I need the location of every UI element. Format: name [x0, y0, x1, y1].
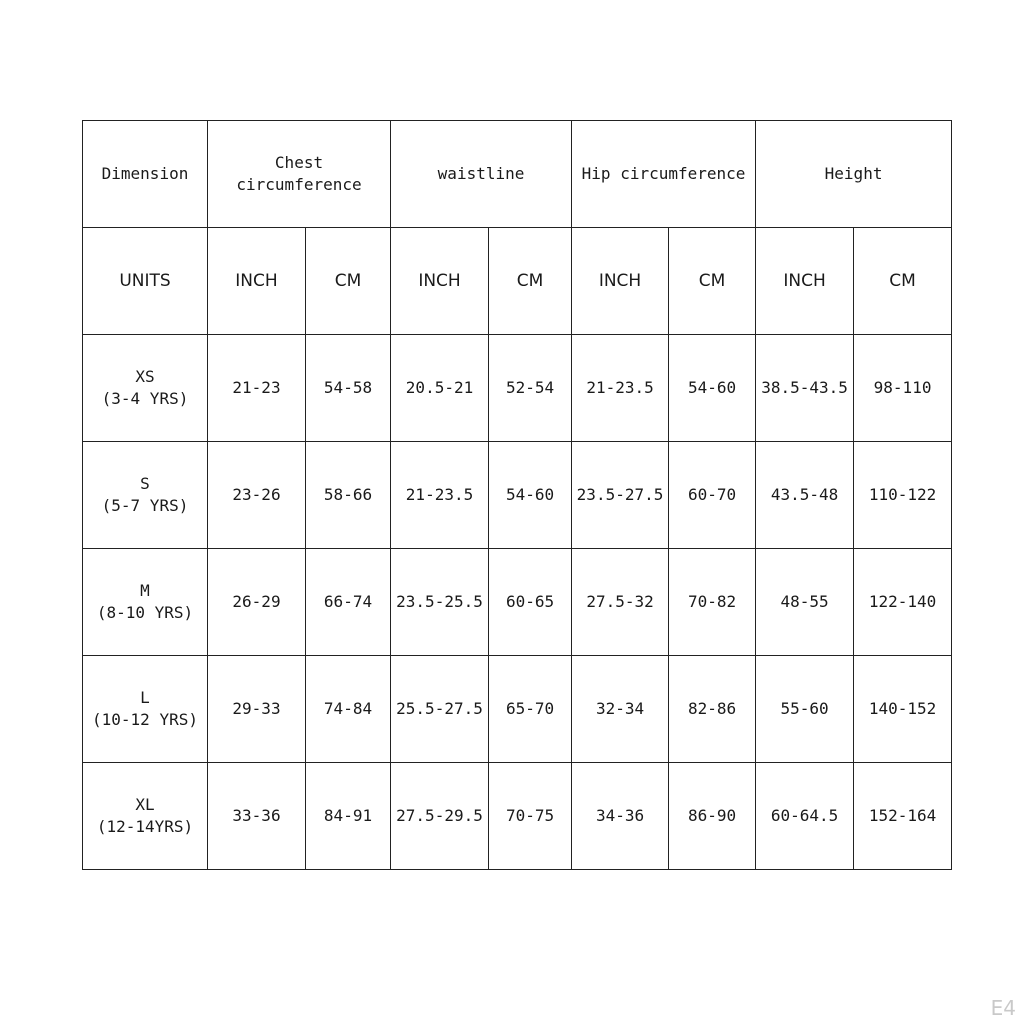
chest-inch-cell: 23-26 [208, 442, 306, 549]
chest-cm-cell: 54-58 [306, 335, 391, 442]
watermark-label: E4 [990, 996, 1016, 1020]
height-inch-cell: 43.5-48 [756, 442, 854, 549]
waist-inch-cell: 27.5-29.5 [391, 763, 489, 870]
size-cell [83, 549, 208, 656]
waist-cm-cell: 70-75 [489, 763, 572, 870]
unit-chest-inch: INCH [208, 228, 306, 335]
header-height: Height [756, 121, 952, 228]
age-label: (5-7 YRS) [101, 496, 189, 515]
waist-inch-cell: 20.5-21 [391, 335, 489, 442]
height-cm-cell: 152-164 [854, 763, 952, 870]
waist-cm-cell: 65-70 [489, 656, 572, 763]
header-hip: Hip circumference [572, 121, 756, 228]
unit-hip-inch: INCH [572, 228, 669, 335]
header-chest-line1: Chest [274, 153, 324, 172]
age-label: (10-12 YRS) [92, 710, 198, 729]
chest-cm-cell: 58-66 [306, 442, 391, 549]
header-dimension: Dimension [83, 121, 208, 228]
unit-chest-cm: CM [306, 228, 391, 335]
header-row [83, 121, 952, 228]
hip-inch-cell: 27.5-32 [572, 549, 669, 656]
units-label: UNITS [83, 228, 208, 335]
hip-cm-cell: 82-86 [669, 656, 756, 763]
height-inch-cell: 38.5-43.5 [756, 335, 854, 442]
size-cell [83, 335, 208, 442]
hip-cm-cell: 86-90 [669, 763, 756, 870]
size-label: XL [135, 795, 155, 814]
size-label: L [140, 688, 150, 707]
hip-cm-cell: 60-70 [669, 442, 756, 549]
table-row [83, 656, 952, 763]
unit-height-inch: INCH [756, 228, 854, 335]
height-cm-cell: 110-122 [854, 442, 952, 549]
size-cell [83, 442, 208, 549]
hip-inch-cell: 21-23.5 [572, 335, 669, 442]
header-chest [208, 121, 391, 228]
chest-inch-cell: 33-36 [208, 763, 306, 870]
age-label: (3-4 YRS) [101, 389, 189, 408]
header-chest-line2: circumference [236, 175, 362, 194]
waist-cm-cell: 54-60 [489, 442, 572, 549]
height-cm-cell: 122-140 [854, 549, 952, 656]
height-inch-cell: 55-60 [756, 656, 854, 763]
size-label: XS [135, 367, 155, 386]
unit-hip-cm: CM [669, 228, 756, 335]
waist-inch-cell: 21-23.5 [391, 442, 489, 549]
size-chart-table [82, 120, 952, 870]
hip-inch-cell: 23.5-27.5 [572, 442, 669, 549]
unit-waist-inch: INCH [391, 228, 489, 335]
size-cell [83, 656, 208, 763]
chest-cm-cell: 84-91 [306, 763, 391, 870]
chest-cm-cell: 66-74 [306, 549, 391, 656]
height-inch-cell: 48-55 [756, 549, 854, 656]
chest-inch-cell: 21-23 [208, 335, 306, 442]
height-inch-cell: 60-64.5 [756, 763, 854, 870]
unit-waist-cm: CM [489, 228, 572, 335]
header-waist: waistline [391, 121, 572, 228]
unit-height-cm: CM [854, 228, 952, 335]
size-label: M [140, 581, 150, 600]
table-row [83, 549, 952, 656]
height-cm-cell: 98-110 [854, 335, 952, 442]
size-label: S [140, 474, 150, 493]
height-cm-cell: 140-152 [854, 656, 952, 763]
chest-inch-cell: 29-33 [208, 656, 306, 763]
hip-cm-cell: 70-82 [669, 549, 756, 656]
waist-inch-cell: 23.5-25.5 [391, 549, 489, 656]
age-label: (12-14YRS) [96, 817, 194, 836]
waist-cm-cell: 52-54 [489, 335, 572, 442]
table-row [83, 335, 952, 442]
chest-inch-cell: 26-29 [208, 549, 306, 656]
hip-inch-cell: 34-36 [572, 763, 669, 870]
table-row [83, 442, 952, 549]
age-label: (8-10 YRS) [96, 603, 194, 622]
size-cell [83, 763, 208, 870]
waist-cm-cell: 60-65 [489, 549, 572, 656]
hip-inch-cell: 32-34 [572, 656, 669, 763]
hip-cm-cell: 54-60 [669, 335, 756, 442]
waist-inch-cell: 25.5-27.5 [391, 656, 489, 763]
table-row [83, 763, 952, 870]
chest-cm-cell: 74-84 [306, 656, 391, 763]
units-row [83, 228, 952, 335]
